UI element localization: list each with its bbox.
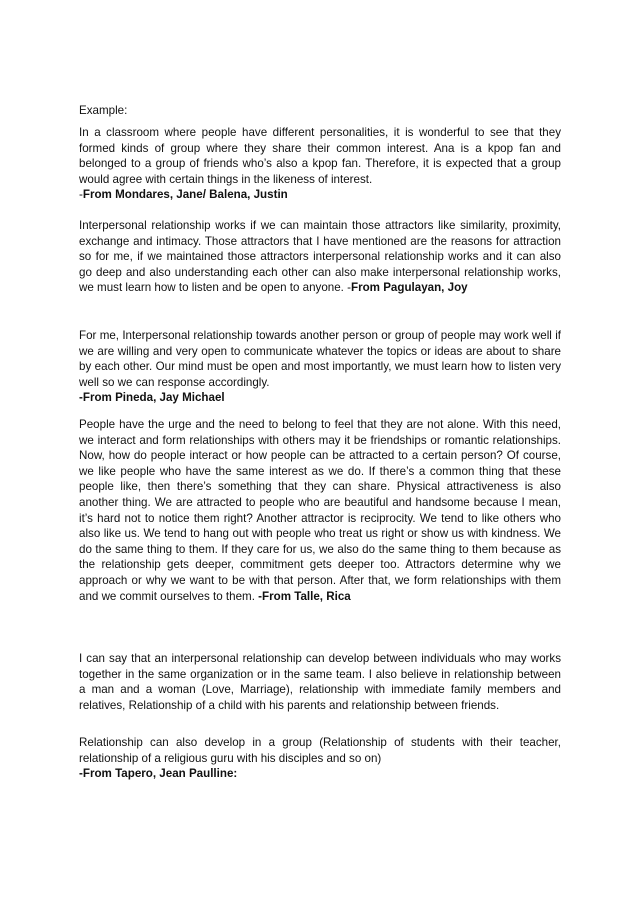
entry-mondares [79,125,561,203]
entry-text: I can say that an interpersonal relationship can develop between individuals who may works together in the same organization or in the same team. I also believe in relationship between a man and a woman (Love, Marriage), relationship with immediate family members and relatives, Relationship of a child with his parents and relationship between friends. [79,652,561,712]
entry-talle [79,417,561,604]
entry-attribution: -From Tapero, Jean Paulline: [79,767,238,781]
entry-attribution-line [79,187,561,203]
entry-pagulayan [79,218,561,296]
entry-tapero-part1 [79,651,561,713]
entry-text: People have the urge and the need to belong to feel that they are not alone. With this need, we interact and form relationships with others may it be friendships or romantic relationships. Now, how do people interact or how people can be attracted to a certain person? Of course, we like people who have the same interest as we do. If there’s a common thing that these people like, then there’s something that they can share. Physical attractiveness is also another thing. We are attracted to people who are beautiful and handsome because I mean, it’s hard not to notice them right? Another attractor is reciprocity. We tend to like others who also like us. We tend to hang out with people who treat us right or show us with kindness. We do the same thing to them. If they care for us, we also do the same thing to them because as the relationship gets deeper, commitment gets deeper too. Attractors determine why we approach or why we want to be with that person. After that, we form relationships with them and we commit ourselves to them. [79,418,561,603]
entry-attribution: -From Pineda, Jay Michael [79,391,225,405]
attribution-dash: - [79,188,83,202]
entry-text: In a classroom where people have different personalities, it is wonderful to see that they formed kinds of group where they share their common interest. Ana is a kpop fan and belonged to a group of friends who’s also a kpop fan. Therefore, it is expected that a group would agree with certain things in the likeness of interest. [79,126,561,186]
entry-attribution: From Pagulayan, Joy [350,281,468,295]
example-label: Example: [79,104,128,117]
entry-attribution: From Mondares, Jane/ Balena, Justin [82,188,288,202]
entry-text: Relationship can also develop in a group (Relationship of students with their teacher, relationship of a religious guru with his disciples and so on) [79,736,561,765]
entry-text: Interpersonal relationship works if we can maintain those attractors like similarity, proximity, exchange and intimacy. Those attractors that I have mentioned are the reasons for attraction so for me, if we maintained those attractors interpersonal relationship works and it can also go deep and also understanding each other can also make interpersonal relationship works, we must learn how to listen and be open to anyone. - [79,219,561,295]
entry-text: For me, Interpersonal relationship towards another person or group of people may work well if we are willing and very open to communicate whatever the topics or ideas are about to share by each other. Our mind must be open and most importantly, we must learn how to listen very well so we can response accordingly. [79,329,561,389]
entry-tapero-part2 [79,735,561,782]
entry-attribution: -From Talle, Rica [258,589,351,603]
entry-pineda [79,328,561,406]
